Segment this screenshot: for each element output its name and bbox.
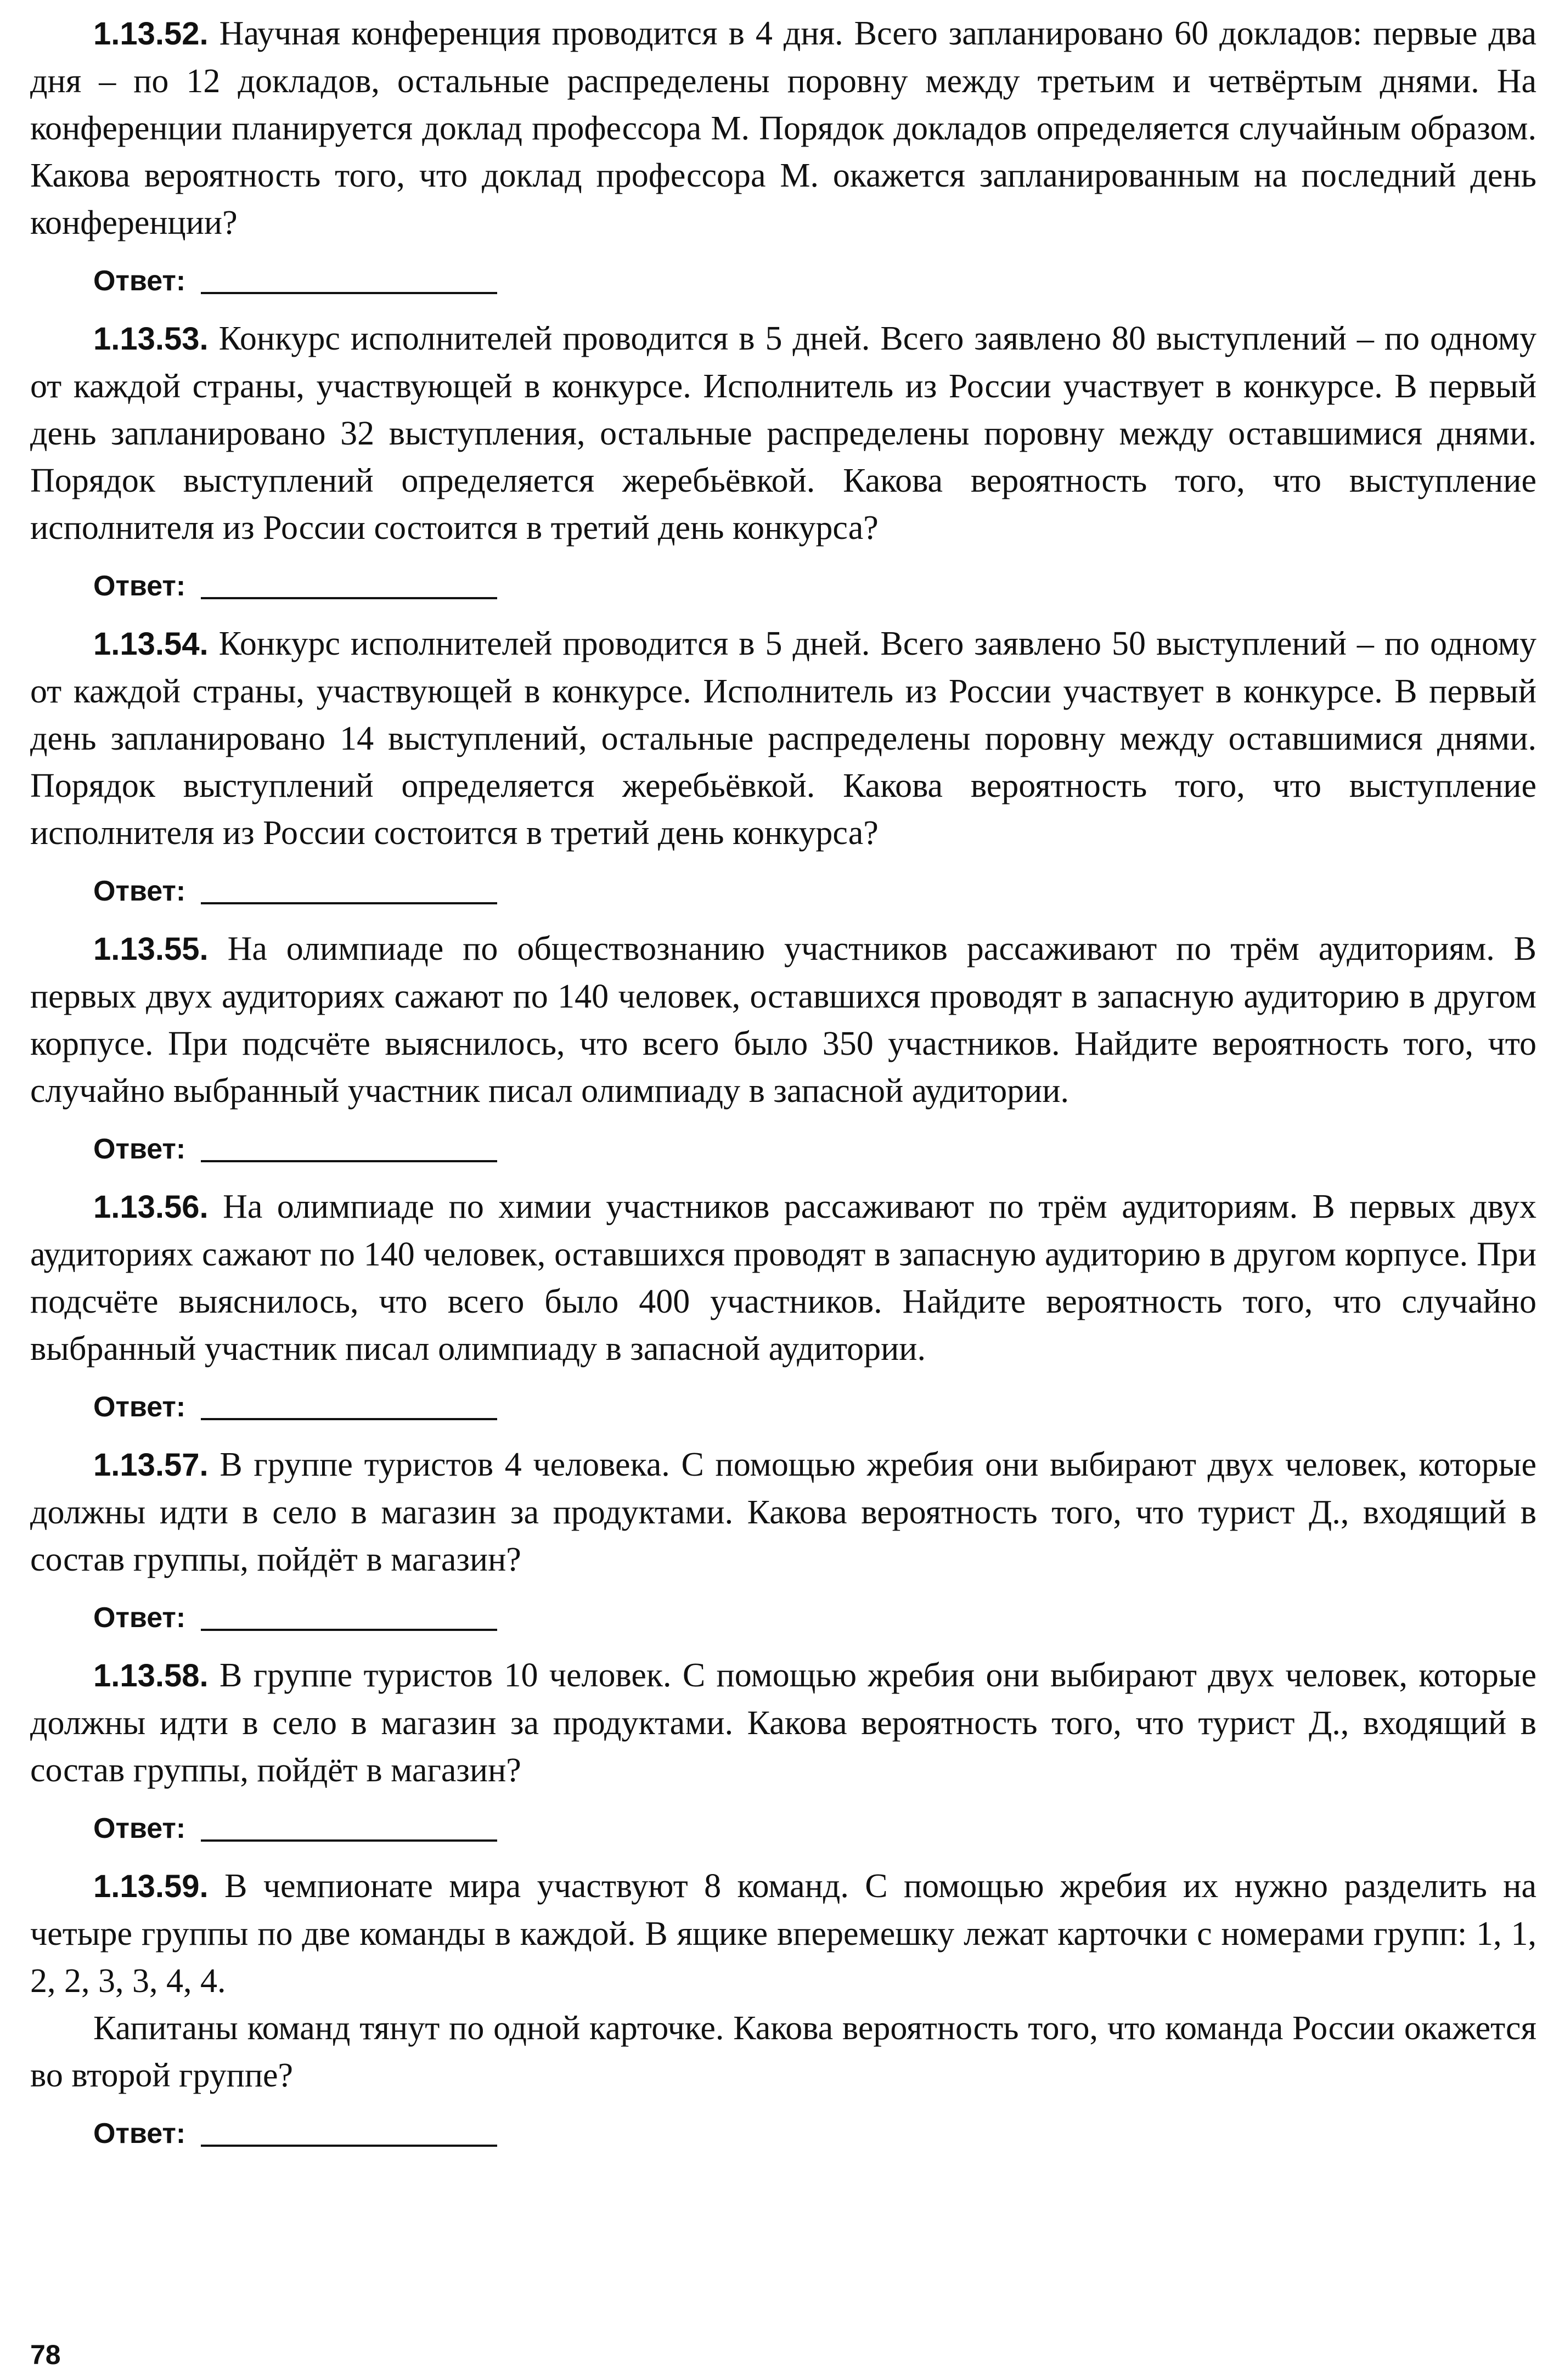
answer-row	[93, 2099, 1536, 2168]
answer-label: Ответ:	[93, 1133, 186, 1165]
problem-text	[30, 1652, 1536, 1794]
answer-field[interactable]	[201, 1418, 497, 1420]
problem-text-continued: Капитаны команд тянут по одной карточке. Какова вероятность того, что команда России окажется во второй группе?	[30, 2010, 1536, 2094]
problem-1-13-53	[30, 315, 1536, 620]
answer-row	[93, 1115, 1536, 1183]
answer-label: Ответ:	[93, 570, 186, 602]
problem-statement: Конкурс исполнителей проводится в 5 дней. Всего заявлено 80 выступлений – по одному от каждой страны, участвующей в конкурсе. Исполнитель из России участвует в конкурсе. В первый день запланировано 32 выступления, остальные распределены поровну между оставшимися днями. Порядок выступлений определяется жеребьёвкой. Какова вероятность того, что выступление исполнителя из России состоится в третий день конкурса?	[30, 320, 1536, 547]
problem-text	[30, 925, 1536, 1115]
problem-statement: Конкурс исполнителей проводится в 5 дней. Всего заявлено 50 выступлений – по одному от каждой страны, участвующей в конкурсе. Исполнитель из России участвует в конкурсе. В первый день запланировано 14 выступлений, остальные распределены поровну между оставшимися днями. Порядок выступлений определяется жеребьёвкой. Какова вероятность того, что выступление исполнителя из России состоится в третий день конкурса?	[30, 625, 1536, 852]
problem-statement: На олимпиаде по обществознанию участников рассаживают по трём аудиториям. В первых двух аудиториях сажают по 140 человек, оставшихся проводят в запасную аудиторию в другом корпусе. При подсчёте выяснилось, что всего было 350 участников. Найдите вероятность того, что случайно выбранный участник писал олимпиаду в запасной аудитории.	[30, 930, 1536, 1110]
problem-text	[30, 620, 1536, 857]
answer-row	[93, 552, 1536, 620]
answer-label: Ответ:	[93, 265, 186, 297]
answer-field[interactable]	[201, 902, 497, 904]
problem-number: 1.13.59.	[93, 1869, 209, 1904]
problem-number: 1.13.55.	[93, 931, 209, 967]
problem-statement: В группе туристов 4 человека. С помощью жребия они выбирают двух человек, которые должны идти в село в магазин за продуктами. Какова вероятность того, что турист Д., входящий в состав группы, пойдёт в магазин?	[30, 1446, 1537, 1578]
problem-statement: Научная конференция проводится в 4 дня. Всего запланировано 60 докладов: первые два дня – по 12 докладов, остальные распределены поровну между третьим и четвёртым днями. На конференции планируется доклад профессора М. Порядок докладов определяется случайным образом. Какова вероятность того, что доклад профессора М. окажется запланированным на последний день конференции?	[30, 15, 1536, 241]
answer-label: Ответ:	[93, 1601, 186, 1634]
problem-text	[30, 315, 1536, 552]
problem-number: 1.13.56.	[93, 1189, 209, 1225]
page	[30, 10, 1536, 2168]
problem-1-13-58	[30, 1652, 1536, 1863]
answer-field[interactable]	[201, 597, 497, 599]
problem-number: 1.13.52.	[93, 16, 209, 52]
answer-field[interactable]	[201, 1629, 497, 1631]
problem-text	[30, 1863, 1536, 2005]
problem-1-13-56	[30, 1183, 1536, 1441]
answer-label: Ответ:	[93, 2117, 186, 2150]
answer-row	[93, 857, 1536, 925]
problem-statement: В чемпионате мира участвуют 8 команд. С помощью жребия их нужно разделить на четыре группы по две команды в каждой. В ящике вперемешку лежат карточки с номерами групп: 1, 1, 2, 2, 3, 3, 4, 4.	[30, 1867, 1536, 2000]
answer-row	[93, 1583, 1536, 1652]
answer-label: Ответ:	[93, 1391, 186, 1423]
problem-number: 1.13.54.	[93, 626, 209, 662]
problem-text	[30, 1183, 1536, 1372]
problem-number: 1.13.57.	[93, 1447, 209, 1483]
problem-text	[30, 1441, 1536, 1583]
problem-1-13-52	[30, 10, 1536, 315]
answer-field[interactable]	[201, 292, 497, 294]
problem-1-13-54	[30, 620, 1536, 925]
problem-statement: В группе туристов 10 человек. С помощью жребия они выбирают двух человек, которые должны идти в село в магазин за продуктами. Какова вероятность того, что турист Д., входящий в состав группы, пойдёт в магазин?	[30, 1657, 1536, 1789]
answer-label: Ответ:	[93, 875, 186, 907]
problem-1-13-55	[30, 925, 1536, 1183]
answer-field[interactable]	[201, 1839, 497, 1842]
answer-row	[93, 246, 1536, 315]
answer-row	[93, 1794, 1536, 1863]
answer-label: Ответ:	[93, 1812, 186, 1844]
page-number: 78	[30, 2339, 61, 2370]
problem-statement: На олимпиаде по химии участников рассаживают по трём аудиториям. В первых двух аудиториях сажают по 140 человек, оставшихся проводят в запасную аудиторию в другом корпусе. При подсчёте выяснилось, что всего было 400 участников. Найдите вероятность того, что случайно выбранный участник писал олимпиаду в запасной аудитории.	[30, 1188, 1537, 1368]
problem-number: 1.13.58.	[93, 1658, 209, 1693]
problem-text	[30, 10, 1536, 246]
answer-field[interactable]	[201, 2145, 497, 2147]
problem-number: 1.13.53.	[93, 321, 209, 357]
answer-row	[93, 1372, 1536, 1441]
answer-field[interactable]	[201, 1160, 497, 1162]
problem-1-13-57	[30, 1441, 1536, 1652]
problem-1-13-59	[30, 1863, 1536, 2168]
